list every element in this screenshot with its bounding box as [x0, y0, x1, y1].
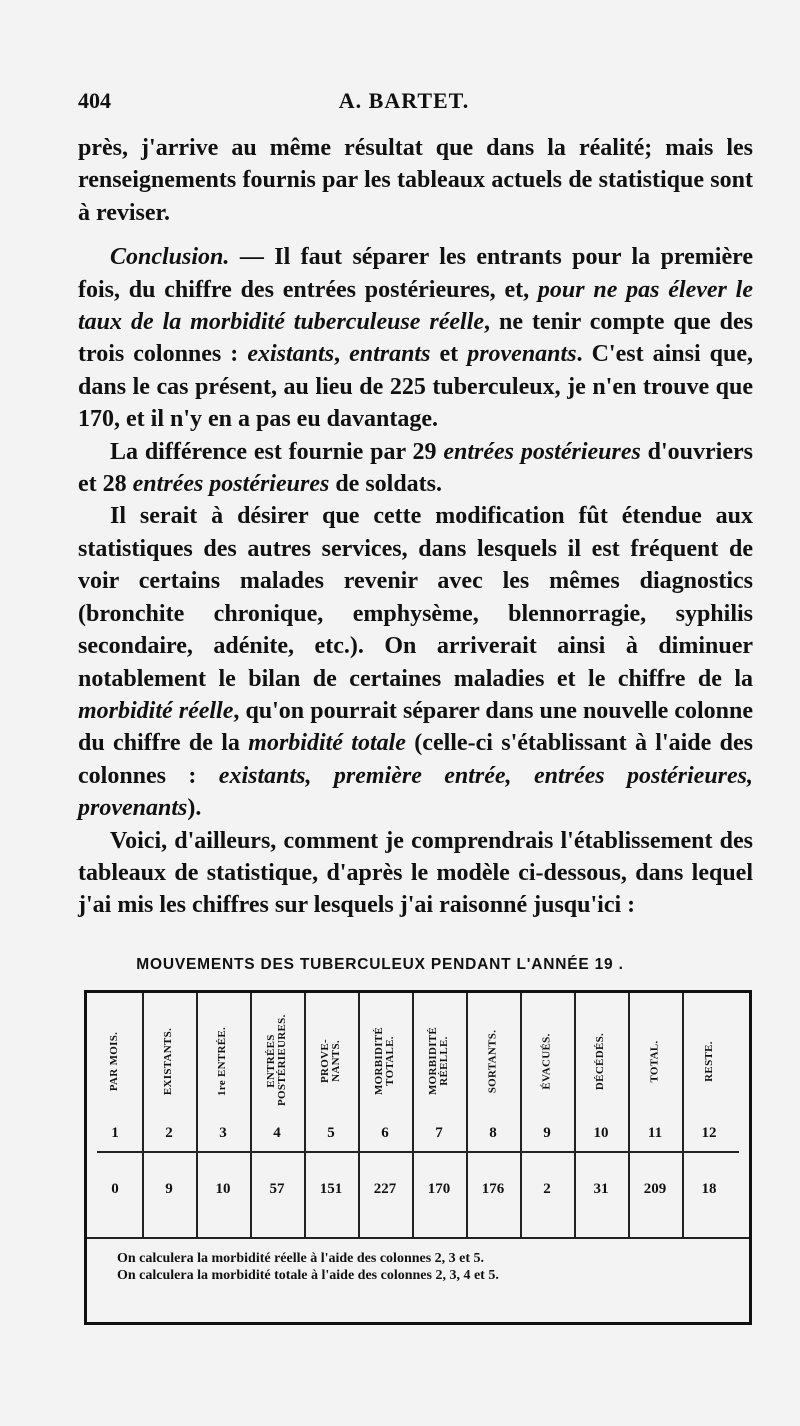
table-bottom-rule — [87, 1237, 749, 1239]
column-number: 1 — [111, 1125, 119, 1141]
note-morbidite-reelle: On calculera la morbidité réelle à l'aide des colonnes 2, 3 et 5. — [117, 1251, 485, 1266]
column-number: 11 — [647, 1125, 663, 1141]
table-notes — [117, 1250, 717, 1284]
column-number: 6 — [381, 1125, 389, 1141]
column-numbers — [87, 1125, 749, 1149]
table-cell: 176 — [481, 1181, 505, 1197]
table-cell: 9 — [165, 1181, 173, 1197]
column-number: 2 — [165, 1125, 173, 1141]
table-cell: 57 — [269, 1181, 285, 1197]
paragraph-voici: Voici, d'ailleurs, comment je comprendrais l'établissement des tableaux de statistique, d'après le modèle ci-dessous, dans lequel j'ai mis les chiffres sur lesquels j'ai raisonné jusqu'ici : — [78, 827, 753, 919]
note-morbidite-totale: On calculera la morbidité totale à l'aide des colonnes 2, 3, 4 et 5. — [117, 1268, 499, 1283]
column-number: 9 — [543, 1125, 551, 1141]
page-number: 404 — [78, 88, 111, 113]
column-header: PROVE- NANTS. — [319, 1039, 342, 1083]
number-row-rule — [97, 1151, 739, 1153]
page-header — [78, 88, 730, 122]
column-headers — [87, 1005, 749, 1117]
column-number: 12 — [701, 1125, 717, 1141]
column-header: PAR MOIS. — [108, 1031, 121, 1091]
paragraph-1: près, j'arrive au même résultat que dans la réalité; mais les renseignements fournis par les tableaux actuels de statistique sont à reviser. — [78, 135, 753, 226]
column-number: 4 — [273, 1125, 281, 1141]
column-header: MORBIDITÉ RÉELLE. — [427, 1026, 451, 1096]
table-cell: 10 — [215, 1181, 231, 1197]
table-cell: 2 — [543, 1181, 551, 1197]
column-header: RESTE. — [702, 1040, 715, 1082]
column-header: ENTRÉES POSTÉRIEURES. — [265, 1014, 288, 1106]
table-title: MOUVEMENTS DES TUBERCULEUX PENDANT L'ANNÉE 19 . — [136, 956, 624, 973]
column-header: EXISTANTS. — [162, 1027, 175, 1095]
paragraph-difference: La différence est fournie par 29 entrées postérieures d'ouvriers et 28 entrées postérieures de soldats. — [78, 438, 753, 498]
column-header: MORBIDITÉ TOTALE. — [373, 1026, 397, 1096]
table-cell: 227 — [373, 1181, 397, 1197]
conclusion-label: Conclusion. — [110, 244, 230, 271]
column-number: 7 — [435, 1125, 443, 1141]
paragraph-conclusion: Conclusion. — Il faut séparer les entrants pour la première fois, du chiffre des entrées postérieures, et, pour ne pas élever le taux de la morbidité tuberculeuse réelle, ne tenir compte que des trois colonnes : existants, entrants et provenants. C'est ainsi que, dans le cas présent, au lieu de 225 tuberculeux, je n'en trouve que 170, et il n'y en a pas eu davantage. — [78, 244, 754, 433]
table-cell: 0 — [111, 1181, 119, 1197]
body-text — [78, 132, 753, 922]
running-head: A. BARTET. — [338, 88, 470, 113]
table-cell: 170 — [427, 1181, 451, 1197]
paragraph-desire: Il serait à désirer que cette modification fût étendue aux statistiques des autres services, dans lesquels il est fréquent de voir certains malades revenir avec les mêmes diagnostics (bronchite chronique, emphysème, blennorragie, syphilis secondaire, adénite, etc.). On arriverait ainsi à diminuer notablement le bilan de certaines maladies et le chiffre de la morbidité réelle, qu'on pourrait séparer dans une nouvelle colonne du chiffre de la morbidité totale (celle-ci s'établissant à l'aide des colonnes : existants, première entrée, entrées postérieures, provenants). — [78, 503, 754, 822]
table-cell: 18 — [701, 1181, 717, 1197]
table-cell: 31 — [593, 1181, 609, 1197]
column-header: TOTAL. — [648, 1039, 661, 1083]
column-header: DÉCÉDÉS. — [594, 1032, 607, 1090]
statistics-table — [84, 990, 752, 1325]
value-row — [87, 1181, 749, 1211]
column-header: 1re ENTRÉE. — [216, 1026, 229, 1096]
table-cell: 151 — [319, 1181, 343, 1197]
column-number: 3 — [219, 1125, 227, 1141]
column-header: ÉVACUÉS. — [540, 1032, 553, 1090]
table-cell: 209 — [643, 1181, 667, 1197]
column-number: 10 — [593, 1125, 609, 1141]
column-number: 5 — [327, 1125, 335, 1141]
column-header: SORTANTS. — [486, 1029, 499, 1093]
column-number: 8 — [489, 1125, 497, 1141]
